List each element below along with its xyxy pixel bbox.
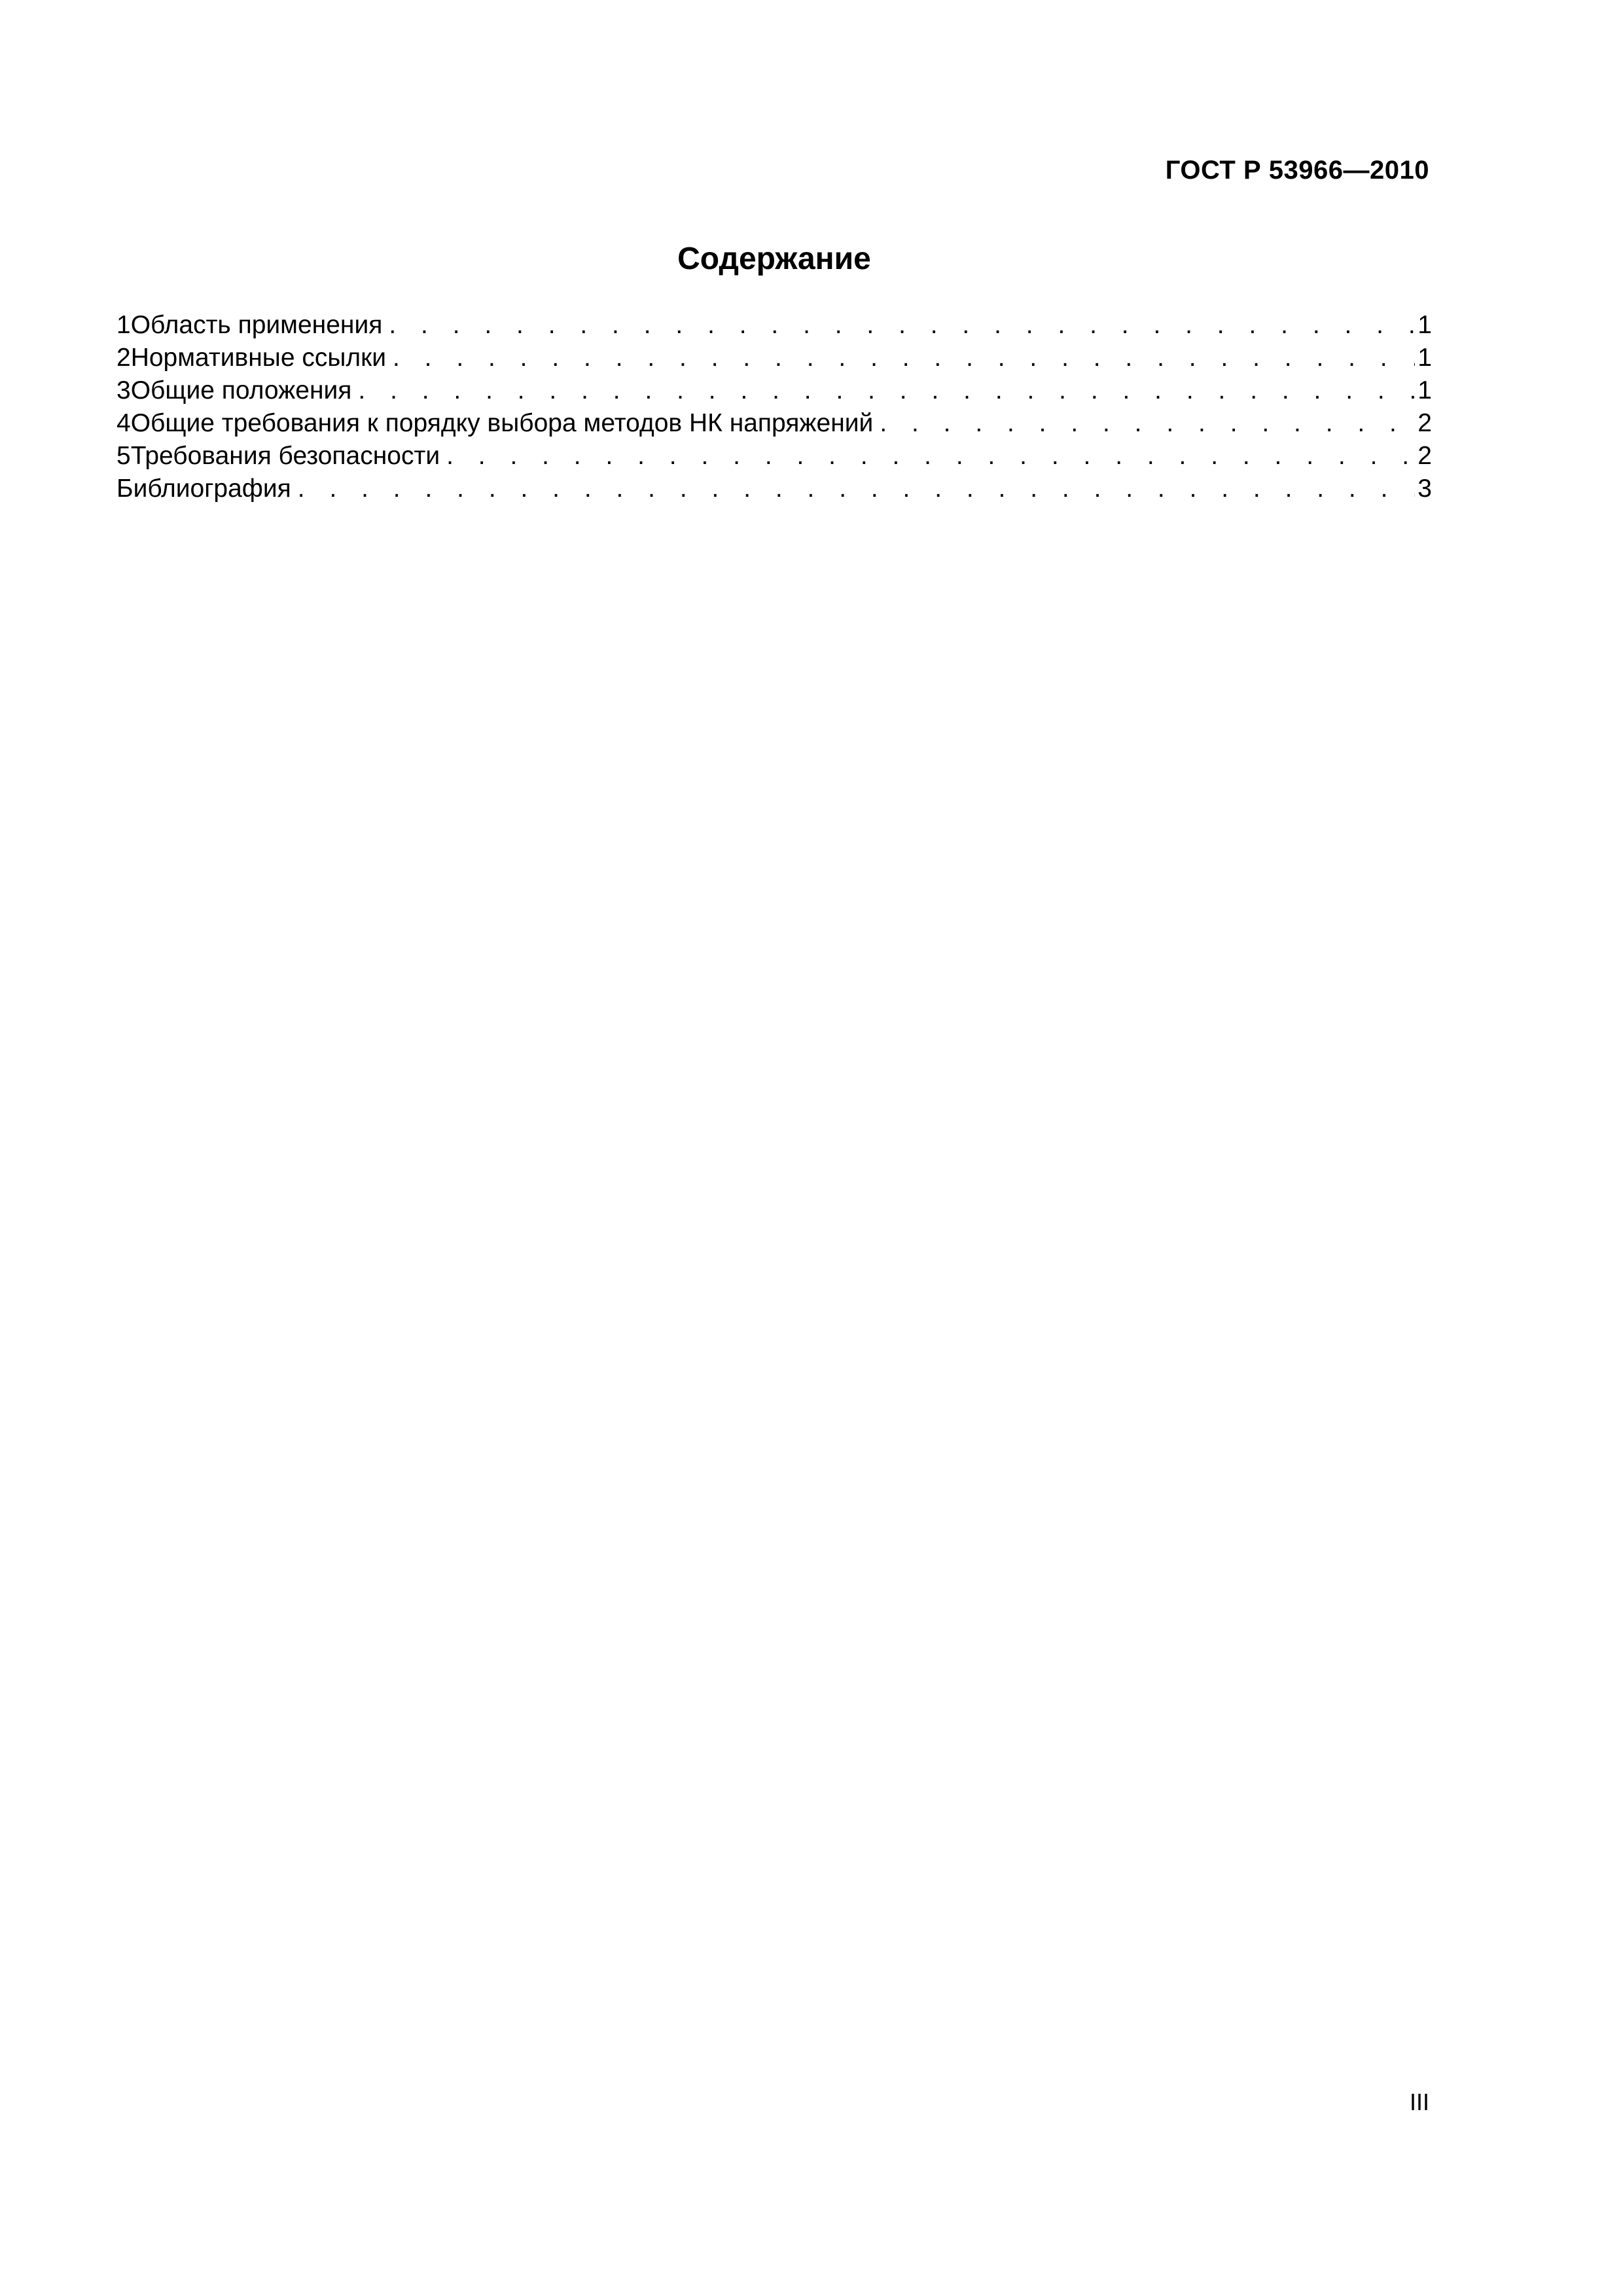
toc-entry-number: 5 bbox=[116, 442, 131, 470]
toc-entry-number: 3 bbox=[116, 376, 131, 404]
toc-entry-title: Требования безопасности bbox=[130, 442, 440, 470]
toc-entry[interactable] bbox=[116, 440, 1432, 473]
toc-entry-page: 3 bbox=[1418, 475, 1432, 503]
toc-entry[interactable] bbox=[116, 473, 1432, 505]
toc-dot-leader bbox=[880, 407, 1415, 440]
toc-entry[interactable] bbox=[116, 374, 1432, 407]
toc-dot-leader bbox=[358, 374, 1415, 407]
toc-entry-page: 1 bbox=[1418, 344, 1432, 372]
toc-entry-page: 2 bbox=[1418, 442, 1432, 470]
toc-entry-page: 2 bbox=[1418, 409, 1432, 437]
page-number: III bbox=[1409, 2089, 1429, 2115]
toc-entry-number: 2 bbox=[116, 344, 131, 372]
toc-title: Содержание bbox=[677, 242, 871, 276]
toc-entry[interactable] bbox=[116, 342, 1432, 374]
toc-entry-page: 1 bbox=[1418, 311, 1432, 339]
toc-entry[interactable] bbox=[116, 309, 1432, 342]
toc-dot-leader bbox=[298, 473, 1416, 505]
toc-entry-page: 1 bbox=[1418, 376, 1432, 404]
toc-entry-title: Область применения bbox=[130, 311, 383, 339]
document-code: ГОСТ Р 53966—2010 bbox=[1165, 156, 1429, 185]
toc-entry[interactable] bbox=[116, 407, 1432, 440]
table-of-contents bbox=[116, 309, 1432, 505]
toc-entry-number: 4 bbox=[116, 409, 131, 437]
toc-entry-title: Общие положения bbox=[130, 376, 352, 404]
toc-dot-leader bbox=[446, 440, 1415, 473]
toc-entry-title: Нормативные ссылки bbox=[130, 344, 386, 372]
toc-entry-title: Общие требования к порядку выбора методов НК напряжений bbox=[130, 409, 874, 437]
toc-dot-leader bbox=[389, 309, 1415, 342]
toc-entry-number: 1 bbox=[116, 311, 131, 339]
toc-entry-title: Библиография bbox=[116, 475, 291, 503]
toc-dot-leader bbox=[393, 342, 1415, 374]
